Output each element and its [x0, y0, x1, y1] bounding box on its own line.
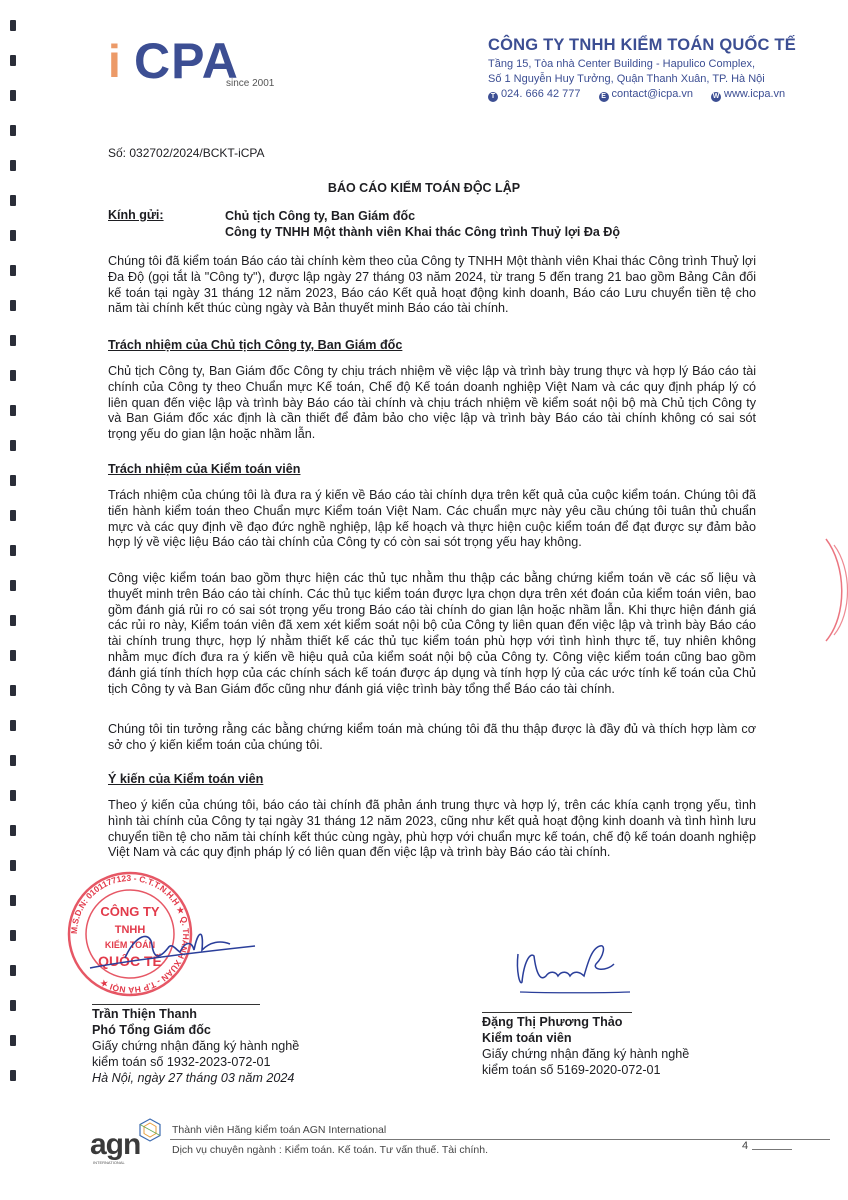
company-header	[488, 36, 828, 102]
web-icon: W	[712, 93, 720, 100]
section-heading-management: Trách nhiệm của Chủ tịch Công ty, Ban Giám đốc	[108, 338, 403, 352]
signatory-left-cert-2: kiểm toán số 1932-2023-072-01	[92, 1055, 271, 1069]
stamp-line-3: KIỂM TOÁN	[104, 940, 156, 950]
phone-number: 024. 666 42 777	[501, 88, 581, 100]
report-title: BÁO CÁO KIỂM TOÁN ĐỘC LẬP	[327, 181, 521, 195]
signature-tran-thien-thanh	[80, 920, 260, 980]
edge-stamp-fragment	[812, 535, 848, 645]
signatory-right	[482, 1014, 689, 1078]
signatory-right-position: Kiểm toán viên	[482, 1031, 572, 1045]
company-contact	[488, 88, 828, 102]
agn-logo: agn	[90, 1128, 141, 1161]
signatory-left-name: Trần Thiện Thanh	[92, 1007, 197, 1021]
addressee-label: Kính gửi:	[108, 208, 164, 222]
section-heading-opinion: Ý kiến của Kiểm toán viên	[108, 772, 264, 786]
footer-services: Dịch vụ chuyên ngành : Kiểm toán. Kế toán. Tư vấn thuế. Tài chính.	[172, 1144, 488, 1156]
company-address-1: Tầng 15, Tòa nhà Center Building - Hapulico Complex,	[488, 58, 756, 70]
page-number: 4	[742, 1140, 749, 1152]
logo-cpa: CPA	[134, 33, 239, 89]
signatory-left-cert-1: Giấy chứng nhận đăng ký hành nghề	[92, 1039, 300, 1053]
icpa-logo	[100, 24, 290, 94]
place-date: Hà Nội, ngày 27 tháng 03 năm 2024	[92, 1071, 295, 1085]
logo-i: i	[108, 35, 121, 87]
signatory-right-cert-1: Giấy chứng nhận đăng ký hành nghề	[482, 1047, 690, 1061]
signatory-left	[92, 1006, 299, 1086]
section-body-auditor-2: Công việc kiểm toán bao gồm thực hiện các thủ tục nhằm thu thập các bằng chứng kiểm toán về các số liệu và thuyết minh trên Báo cáo tài chính. Các thủ tục kiểm toán được lựa chọn dựa trên xét đoán của kiểm toán viên, bao gồm đánh giá rủi ro có sai sót trọng yếu trong Báo cáo tài chính do gian lận hoặc nhầm lẫn. Khi thực hiện đánh giá các rủi ro này, Kiểm toán viên đã xem xét kiểm soát nội bộ của Công ty liên quan đến việc lập và trình bày Báo cáo tài chính trung thực, hợp lý nhằm thiết kế các thủ tục kiểm toán phù hợp với tình hình thực tế, tuy nhiên không nhằm mục đích đưa ra ý kiến về hiệu quả của kiểm soát nội bộ của Công ty. Công việc kiểm toán cũng bao gồm đánh giá tính thích hợp của các chính sách kế toán được áp dụng và tính hợp lý của các ước tính kế toán của Chủ tịch Công ty và Ban Giám đốc cũng như đánh giá việc trình bày tổng thể Báo cáo tài chính.	[108, 571, 756, 696]
signatory-right-cert-2: kiểm toán số 5169-2020-072-01	[482, 1063, 661, 1077]
addressee-line-2: Công ty TNHH Một thành viên Khai thác Công trình Thuỷ lợi Đa Độ	[225, 225, 620, 239]
agn-hexagon-icon	[138, 1118, 162, 1142]
agn-logo-sub: INTERNATIONAL	[93, 1160, 125, 1165]
email-link[interactable]: contact@icpa.vn	[611, 88, 694, 100]
website-link[interactable]: www.icpa.vn	[724, 88, 786, 100]
section-body-auditor-3: Chúng tôi tin tưởng rằng các bằng chứng kiểm toán mà chúng tôi đã thu thập được là đầy đủ và thích hợp làm cơ sở cho ý kiến kiểm toán của chúng tôi.	[108, 722, 756, 752]
email-icon: E	[599, 92, 609, 102]
section-body-management: Chủ tịch Công ty, Ban Giám đốc Công ty chịu trách nhiệm về việc lập và trình bày trung thực và hợp lý Báo cáo tài chính của Công ty theo Chuẩn mực Kế toán, Chế độ Kế toán doanh nghiệp Việt Nam và các quy định pháp lý có liên quan đến việc lập và trình bày Báo cáo tài chính và chịu trách nhiệm về kiểm soát nội bộ mà Chủ tịch Công ty và Ban Giám đốc xác định là cần thiết để đảm bảo cho việc lập và trình bày Báo cáo tài chính không có sai sót trọng yếu do gian lận hoặc nhầm lẫn.	[108, 364, 756, 442]
addressee	[225, 208, 620, 240]
footer-membership: Thành viên Hãng kiểm toán AGN International	[172, 1124, 387, 1136]
stamp-line-4: QUỐC TẾ	[98, 953, 162, 969]
section-heading-auditor: Trách nhiệm của Kiểm toán viên	[108, 462, 301, 476]
signature-dang-thi-phuong-thao	[510, 942, 640, 998]
report-reference: Số: 032702/2024/BCKT-iCPA	[108, 146, 265, 160]
company-name: CÔNG TY TNHH KIỂM TOÁN QUỐC TẾ	[488, 36, 796, 54]
stamp-line-2: TNHH	[114, 924, 146, 936]
section-body-opinion: Theo ý kiến của chúng tôi, báo cáo tài chính đã phản ánh trung thực và hợp lý, trên các khía cạnh trọng yếu, tình hình tài chính của Công ty tại ngày 31 tháng 12 năm 2023, cũng như kết quả hoạt động kinh doanh và tình hình lưu chuyển tiền tệ cho năm tài chính kết thúc cùng ngày, phù hợp với chuẩn mực kế toán, chế độ kế toán doanh nghiệp Việt Nam và các quy định pháp lý có liên quan đến việc lập và trình bày Báo cáo tài chính.	[108, 798, 756, 860]
logo-since: since 2001	[226, 78, 275, 89]
page-footer	[90, 1118, 790, 1163]
signatory-left-position: Phó Tổng Giám đốc	[92, 1023, 211, 1037]
stamp-line-1: CÔNG TY	[100, 904, 160, 919]
addressee-line-1: Chủ tịch Công ty, Ban Giám đốc	[225, 209, 416, 223]
intro-paragraph: Chúng tôi đã kiểm toán Báo cáo tài chính kèm theo của Công ty TNHH Một thành viên Khai thác Công trình Thuỷ lợi Đa Độ (gọi tắt là "Công ty"), được lập ngày 27 tháng 03 năm 2024, từ trang 5 đến trang 21 bao gồm Bảng Cân đối kế toán tại ngày 31 tháng 12 năm 2023, Báo cáo Kết quả hoạt động kinh doanh, Báo cáo Lưu chuyển tiền tệ cho năm tài chính kết thúc cùng ngày và Bản thuyết minh Báo cáo tài chính.	[108, 254, 756, 316]
signatory-right-name: Đặng Thị Phương Thảo	[482, 1015, 623, 1029]
company-address-2: Số 1 Nguyễn Huy Tưởng, Quận Thanh Xuân, TP. Hà Nội	[488, 73, 765, 85]
phone-icon: T	[488, 92, 498, 102]
stamp-ring-text: M.S.D.N: 0101177123 - C.T.T.N.H.H ★ Q. THANH XUÂN - T.P HÀ NỘI ★	[68, 872, 192, 996]
section-body-auditor-1: Trách nhiệm của chúng tôi là đưa ra ý kiến về Báo cáo tài chính dựa trên kết quả của cuộc kiểm toán. Chúng tôi đã tiến hành kiểm toán theo Chuẩn mực Kiểm toán Việt Nam. Các chuẩn mực này yêu cầu chúng tôi tuân thủ chuẩn mực và các quy định về đạo đức nghề nghiệp, lập kế hoạch và thực hiện cuộc kiểm toán để đạt được sự đảm bảo hợp lý về việc liệu Báo cáo tài chính của Công ty có còn sai sót trọng yếu hay không.	[108, 488, 756, 550]
